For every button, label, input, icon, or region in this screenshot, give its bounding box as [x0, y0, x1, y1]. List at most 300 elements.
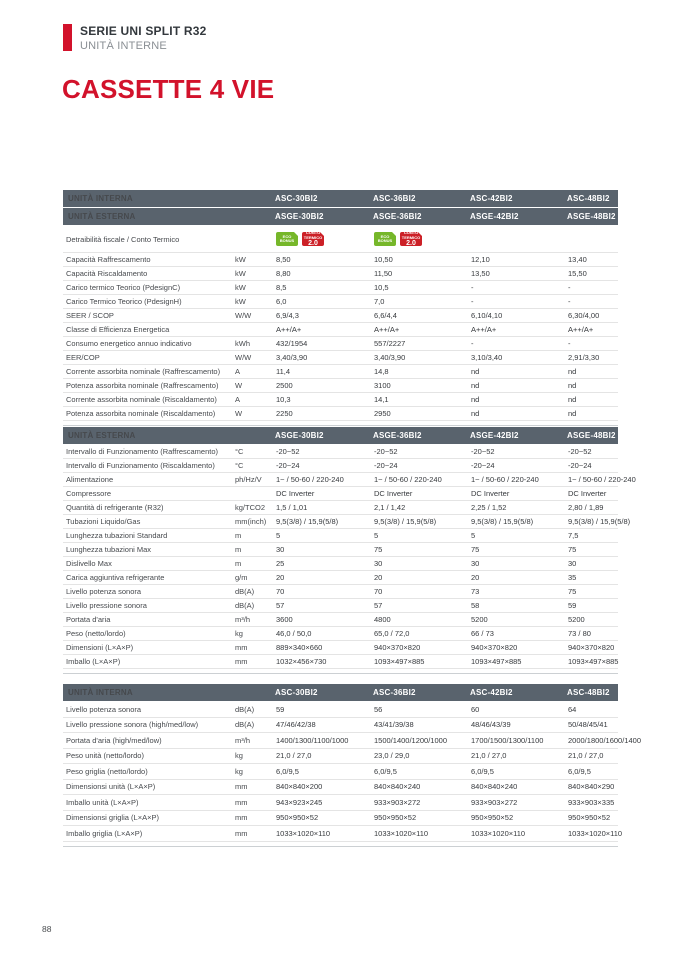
- spec-value: 57: [374, 601, 383, 610]
- spec-label: Corrente assorbita nominale (Raffrescamento): [66, 367, 221, 376]
- spec-label: Tubazioni Liquido/Gas: [66, 517, 141, 526]
- page-number: 88: [42, 924, 52, 934]
- eco-bonus-badge: ECO BONUS: [374, 232, 396, 246]
- spec-value: 933×903×272: [471, 797, 518, 807]
- spec-label: Livello pressione sonora (high/med/low): [66, 720, 199, 730]
- spec-value: -: [471, 297, 474, 306]
- spec-value: 7,0: [374, 297, 385, 306]
- spec-unit: kW: [235, 283, 246, 292]
- spec-value: 75: [568, 545, 577, 554]
- spec-value: 11,4: [276, 367, 291, 376]
- spec-value: nd: [568, 395, 577, 404]
- spec-value: 2000/1800/1600/1400: [568, 735, 641, 745]
- spec-label: Portata d'aria: [66, 615, 111, 624]
- spec-label: Carico termico Teorico (PdesignC): [66, 283, 181, 292]
- spec-row: [63, 543, 618, 557]
- spec-value: 940×370×820: [568, 643, 615, 652]
- spec-label: Capacità Riscaldamento: [66, 269, 148, 278]
- spec-value: 2,25 / 1,52: [471, 503, 507, 512]
- spec-unit: mm(inch): [235, 517, 267, 526]
- table-indoor-unit: [63, 684, 641, 847]
- spec-value: 5: [276, 531, 281, 540]
- spec-value: 9,5(3/8) / 15,9(5/8): [471, 517, 534, 526]
- spec-unit: m: [235, 531, 242, 540]
- spec-row: [63, 599, 618, 613]
- spec-value: nd: [568, 409, 577, 418]
- model-column-header: ASGE-36BI2: [373, 212, 422, 221]
- spec-row: [63, 627, 618, 641]
- spec-value: 5: [471, 531, 476, 540]
- spec-value: 35: [568, 573, 577, 582]
- model-column-header: ASC-42BI2: [470, 194, 513, 203]
- spec-unit: m³/h: [235, 735, 250, 745]
- spec-value: 13,50: [471, 269, 490, 278]
- spec-row: [63, 281, 618, 295]
- spec-row: [63, 613, 618, 627]
- spec-value: nd: [568, 367, 577, 376]
- spec-value: 70: [374, 587, 383, 596]
- spec-unit: W/W: [235, 311, 252, 320]
- spec-unit: dB(A): [235, 704, 255, 714]
- spec-row: [63, 487, 618, 501]
- spec-value: 13,40: [568, 255, 587, 264]
- spec-row: [63, 655, 618, 669]
- spec-value: 7,5: [568, 531, 579, 540]
- spec-value: 889×340×660: [276, 643, 323, 652]
- spec-unit: kg: [235, 766, 243, 776]
- spec-value: 950×950×52: [276, 813, 319, 823]
- spec-label: Imballo unità (L×A×P): [66, 797, 139, 807]
- spec-label: Dislivello Max: [66, 559, 112, 568]
- spec-label: Dimensioni (L×A×P): [66, 643, 134, 652]
- spec-label: Intervallo di Funzionamento (Raffrescamento): [66, 447, 219, 456]
- spec-value: 43/41/39/38: [374, 720, 414, 730]
- spec-unit: mm: [235, 828, 248, 838]
- spec-row: [63, 515, 631, 529]
- spec-unit: dB(A): [235, 601, 255, 610]
- conto-termico-label: CONTO: [403, 230, 419, 235]
- series-subkicker: UNITÀ INTERNE: [80, 40, 167, 52]
- spec-unit: W/W: [235, 353, 252, 362]
- spec-unit: kW: [235, 269, 246, 278]
- model-column-header: ASGE-48BI2: [567, 212, 616, 221]
- spec-row: [63, 780, 618, 796]
- spec-value: 30: [374, 559, 383, 568]
- spec-value: 30: [568, 559, 577, 568]
- spec-value: 2250: [276, 409, 293, 418]
- spec-row: [63, 529, 618, 543]
- spec-value: -20~52: [568, 447, 592, 456]
- spec-label: Peso unità (netto/lordo): [66, 751, 144, 761]
- conto-termico-badge: CONTO TERMICO 2.0: [401, 230, 421, 247]
- eco-bonus-label: ECO: [282, 233, 292, 239]
- table-outdoor-unit: [63, 427, 636, 674]
- spec-value: 75: [374, 545, 383, 554]
- spec-value: 1400/1300/1100/1000: [276, 735, 349, 745]
- spec-value: 940×370×820: [471, 643, 518, 652]
- spec-value: 840×840×290: [568, 782, 615, 792]
- spec-value: -: [471, 283, 474, 292]
- red-accent-bar: [63, 24, 72, 51]
- spec-value: 14,1: [374, 395, 389, 404]
- spec-value: 46,0 / 50,0: [276, 629, 312, 638]
- table-end-rule: [63, 425, 618, 426]
- spec-value: 73 / 80: [568, 629, 591, 638]
- spec-value: 1093×497×885: [568, 657, 619, 666]
- spec-label: Detraibilità fiscale / Conto Termico: [66, 234, 180, 244]
- spec-label: EER/COP: [66, 353, 100, 362]
- spec-value: -20~52: [276, 447, 300, 456]
- conto-termico-badge: CONTO TERMICO 2.0: [303, 230, 323, 247]
- spec-value: [275, 232, 373, 246]
- spec-value: 6,0/9,5: [471, 766, 494, 776]
- spec-unit: kW: [235, 297, 246, 306]
- spec-value: 2,80 / 1,89: [568, 503, 604, 512]
- spec-value: 2,91/3,30: [568, 353, 600, 362]
- spec-row: [63, 826, 623, 842]
- spec-value: 59: [568, 601, 577, 610]
- spec-value: 65,0 / 72,0: [374, 629, 410, 638]
- spec-value: 933×903×335: [568, 797, 615, 807]
- spec-label: Livello potenza sonora: [66, 704, 142, 714]
- spec-value: 20: [276, 573, 285, 582]
- spec-unit: mm: [235, 813, 248, 823]
- spec-value: nd: [471, 409, 480, 418]
- spec-value: 1~ / 50-60 / 220-240: [276, 475, 344, 484]
- spec-value: 8,50: [276, 255, 291, 264]
- spec-row: [63, 337, 618, 351]
- spec-unit: mm: [235, 797, 248, 807]
- spec-value: 933×903×272: [374, 797, 421, 807]
- spec-value: nd: [568, 381, 577, 390]
- spec-value: 5200: [471, 615, 488, 624]
- spec-value: 840×840×240: [471, 782, 518, 792]
- spec-label: Dimensionsi griglia (L×A×P): [66, 813, 159, 823]
- spec-row: [63, 351, 618, 365]
- spec-value: 2,1 / 1,42: [374, 503, 406, 512]
- spec-value: 950×950×52: [471, 813, 514, 823]
- spec-value: 23,0 / 29,0: [374, 751, 410, 761]
- spec-unit: A: [235, 395, 241, 404]
- model-column-header: ASC-30BI2: [275, 194, 318, 203]
- spec-value: 940×370×820: [374, 643, 421, 652]
- spec-unit: dB(A): [235, 587, 255, 596]
- spec-value: -20~24: [568, 461, 592, 470]
- spec-value: 1033×1020×110: [374, 828, 429, 838]
- spec-value: 70: [276, 587, 285, 596]
- spec-unit: m: [235, 545, 242, 554]
- model-column-header: ASGE-36BI2: [373, 431, 422, 440]
- spec-unit: kg: [235, 751, 243, 761]
- spec-value: 943×923×245: [276, 797, 323, 807]
- spec-value: 2950: [374, 409, 391, 418]
- table-header-row: [63, 190, 618, 207]
- spec-unit: mm: [235, 657, 248, 666]
- spec-label: Livello potenza sonora: [66, 587, 142, 596]
- spec-value: 57: [276, 601, 285, 610]
- spec-unit: m³/h: [235, 615, 250, 624]
- spec-row: [63, 764, 618, 780]
- spec-label: Quantità di refrigerante (R32): [66, 503, 164, 512]
- spec-value: 1032×456×730: [276, 657, 327, 666]
- model-column-header: ASC-36BI2: [373, 688, 416, 697]
- spec-value: 5200: [568, 615, 585, 624]
- spec-value: DC Inverter: [471, 489, 510, 498]
- conto-termico-label: CONTO: [305, 230, 321, 235]
- spec-value: [373, 232, 470, 246]
- spec-value: 3,10/3,40: [471, 353, 503, 362]
- spec-value: 950×950×52: [374, 813, 417, 823]
- spec-value: 1093×497×885: [374, 657, 425, 666]
- spec-value: 1~ / 50-60 / 220-240: [568, 475, 636, 484]
- spec-value: 21,0 / 27,0: [276, 751, 312, 761]
- spec-value: DC Inverter: [568, 489, 607, 498]
- spec-value: 10,3: [276, 395, 291, 404]
- spec-value: -20~24: [471, 461, 495, 470]
- spec-label: Potenza assorbita nominale (Riscaldamento): [66, 409, 216, 418]
- spec-row: [63, 571, 618, 585]
- spec-value: 6,0/9,5: [276, 766, 299, 776]
- certification-badges: [374, 232, 470, 246]
- spec-row: [63, 309, 618, 323]
- spec-label: Lunghezza tubazioni Standard: [66, 531, 168, 540]
- spec-row: [63, 323, 618, 337]
- spec-unit: ph/Hz/V: [235, 475, 262, 484]
- spec-value: 25: [276, 559, 285, 568]
- spec-value: 1033×1020×110: [568, 828, 623, 838]
- spec-unit: kg/TCO2: [235, 503, 266, 512]
- spec-unit: kg: [235, 629, 243, 638]
- model-column-header: ASGE-30BI2: [275, 431, 324, 440]
- spec-label: Imballo griglia (L×A×P): [66, 828, 143, 838]
- spec-value: 75: [471, 545, 480, 554]
- spec-value: 20: [374, 573, 383, 582]
- spec-label: Intervallo di Funzionamento (Riscaldamento): [66, 461, 215, 470]
- table-header-row: [63, 684, 618, 701]
- spec-row: [63, 365, 618, 379]
- spec-row: [63, 393, 618, 407]
- spec-unit: dB(A): [235, 720, 255, 730]
- model-column-header: ASGE-30BI2: [275, 212, 324, 221]
- spec-value: 15,50: [568, 269, 587, 278]
- spec-value: 64: [568, 704, 577, 714]
- table-end-rule: [63, 846, 618, 847]
- spec-row: [63, 459, 618, 473]
- model-column-header: ASGE-42BI2: [470, 431, 519, 440]
- spec-row: [63, 718, 618, 734]
- spec-value: 840×840×240: [374, 782, 421, 792]
- spec-label: Capacità Raffrescamento: [66, 255, 151, 264]
- spec-value: 48/46/43/39: [471, 720, 511, 730]
- spec-row: [63, 811, 618, 827]
- spec-value: 21,0 / 27,0: [568, 751, 604, 761]
- spec-value: -: [568, 339, 571, 348]
- series-header-text: [80, 24, 207, 52]
- table-header-title: UNITÀ INTERNA: [68, 688, 133, 697]
- model-column-header: ASGE-48BI2: [567, 431, 616, 440]
- spec-value: 6,30/4,00: [568, 311, 600, 320]
- model-column-header: ASGE-42BI2: [470, 212, 519, 221]
- eco-bonus-badge: ECO BONUS: [276, 232, 298, 246]
- spec-unit: m: [235, 559, 242, 568]
- spec-value: nd: [471, 395, 480, 404]
- spec-value: 8,5: [276, 283, 287, 292]
- table-header-title: UNITÀ ESTERNA: [68, 212, 136, 221]
- spec-row: [63, 795, 618, 811]
- spec-value: 1700/1500/1300/1100: [471, 735, 544, 745]
- spec-value: 1500/1400/1200/1000: [374, 735, 447, 745]
- spec-value: -: [568, 297, 571, 306]
- spec-value: 30: [471, 559, 480, 568]
- spec-value: DC Inverter: [276, 489, 315, 498]
- spec-label: Alimentazione: [66, 475, 114, 484]
- spec-row: [63, 749, 618, 765]
- spec-row: [63, 226, 618, 253]
- spec-value: A++/A+: [374, 325, 400, 334]
- spec-value: 3,40/3,90: [276, 353, 308, 362]
- table-header-title: UNITÀ ESTERNA: [68, 431, 136, 440]
- spec-label: Classe di Efficienza Energetica: [66, 325, 170, 334]
- eco-bonus-label: ECO: [380, 233, 390, 239]
- spec-value: 50/48/45/41: [568, 720, 608, 730]
- spec-value: 11,50: [374, 269, 393, 278]
- spec-value: 66 / 73: [471, 629, 494, 638]
- spec-value: nd: [471, 367, 480, 376]
- spec-value: -: [568, 283, 571, 292]
- spec-value: A++/A+: [568, 325, 594, 334]
- spec-value: 3,40/3,90: [374, 353, 406, 362]
- spec-unit: A: [235, 367, 241, 376]
- spec-value: 1033×1020×110: [276, 828, 331, 838]
- spec-value: 8,80: [276, 269, 291, 278]
- model-column-header: ASC-36BI2: [373, 194, 416, 203]
- spec-row: [63, 702, 618, 718]
- series-kicker: SERIE UNI SPLIT R32: [80, 24, 207, 38]
- spec-row: [63, 295, 618, 309]
- spec-row: [63, 585, 618, 599]
- spec-unit: mm: [235, 643, 248, 652]
- spec-label: Carico Termico Teorico (PdesignH): [66, 297, 182, 306]
- spec-value: 21,0 / 27,0: [471, 751, 507, 761]
- spec-unit: mm: [235, 782, 248, 792]
- spec-value: 1~ / 50-60 / 220-240: [374, 475, 442, 484]
- spec-value: -20~24: [276, 461, 300, 470]
- spec-label: Compressore: [66, 489, 112, 498]
- spec-label: Consumo energetico annuo indicativo: [66, 339, 192, 348]
- spec-value: DC Inverter: [374, 489, 413, 498]
- spec-value: 6,10/4,10: [471, 311, 503, 320]
- table-header-row: [63, 208, 618, 225]
- certification-badges: [276, 232, 373, 246]
- spec-unit: °C: [235, 447, 244, 456]
- spec-value: 12,10: [471, 255, 490, 264]
- model-column-header: ASC-42BI2: [470, 688, 513, 697]
- spec-value: 6,0/9,5: [374, 766, 397, 776]
- spec-label: Potenza assorbita nominale (Raffrescamento): [66, 381, 219, 390]
- spec-value: 20: [471, 573, 480, 582]
- spec-row: [63, 253, 618, 267]
- spec-value: 9,5(3/8) / 15,9(5/8): [276, 517, 339, 526]
- spec-value: 56: [374, 704, 383, 714]
- spec-unit: W: [235, 409, 243, 418]
- spec-value: 3600: [276, 615, 293, 624]
- spec-row: [63, 557, 618, 571]
- spec-value: 9,5(3/8) / 15,9(5/8): [374, 517, 437, 526]
- spec-value: -20~24: [374, 461, 398, 470]
- spec-value: 6,0/9,5: [568, 766, 591, 776]
- spec-row: [63, 407, 618, 421]
- spec-value: 3100: [374, 381, 391, 390]
- spec-value: 60: [471, 704, 480, 714]
- spec-value: 4800: [374, 615, 391, 624]
- spec-value: nd: [471, 381, 480, 390]
- model-column-header: ASC-30BI2: [275, 688, 318, 697]
- spec-label: Dimensionsi unità (L×A×P): [66, 782, 156, 792]
- spec-label: SEER / SCOP: [66, 311, 114, 320]
- spec-row: [63, 445, 618, 459]
- table-general-specs: [63, 190, 618, 426]
- spec-row: [63, 641, 618, 655]
- spec-label: Peso griglia (netto/lordo): [66, 766, 148, 776]
- spec-value: 950×950×52: [568, 813, 611, 823]
- table-header-title: UNITÀ INTERNA: [68, 194, 133, 203]
- model-column-header: ASC-48BI2: [567, 194, 610, 203]
- spec-row: [63, 473, 636, 487]
- spec-row: [63, 501, 618, 515]
- spec-value: 5: [374, 531, 379, 540]
- series-header: [63, 24, 207, 52]
- spec-unit: kW: [235, 255, 246, 264]
- spec-value: 2500: [276, 381, 293, 390]
- spec-row: [63, 733, 641, 749]
- spec-value: 432/1954: [276, 339, 308, 348]
- spec-value: 59: [276, 704, 285, 714]
- spec-value: 6,0: [276, 297, 287, 306]
- spec-value: 30: [276, 545, 285, 554]
- model-column-header: ASC-48BI2: [567, 688, 610, 697]
- spec-label: Portata d'aria (high/med/low): [66, 735, 162, 745]
- spec-value: 840×840×200: [276, 782, 323, 792]
- spec-value: 58: [471, 601, 480, 610]
- spec-value: 1093×497×885: [471, 657, 522, 666]
- spec-label: Livello pressione sonora: [66, 601, 147, 610]
- spec-value: -20~52: [374, 447, 398, 456]
- spec-value: -: [471, 339, 474, 348]
- spec-value: 6,6/4,4: [374, 311, 397, 320]
- spec-label: Lunghezza tubazioni Max: [66, 545, 152, 554]
- spec-row: [63, 267, 618, 281]
- spec-value: A++/A+: [276, 325, 302, 334]
- spec-value: 10,5: [374, 283, 389, 292]
- spec-unit: °C: [235, 461, 244, 470]
- spec-value: 1~ / 50-60 / 220-240: [471, 475, 539, 484]
- spec-value: -20~52: [471, 447, 495, 456]
- spec-unit: W: [235, 381, 243, 390]
- spec-value: 47/46/42/38: [276, 720, 316, 730]
- spec-value: 6,9/4,3: [276, 311, 299, 320]
- spec-label: Peso (netto/lordo): [66, 629, 126, 638]
- spec-value: 1,5 / 1,01: [276, 503, 308, 512]
- spec-label: Corrente assorbita nominale (Riscaldamento): [66, 395, 217, 404]
- spec-value: 73: [471, 587, 480, 596]
- spec-value: 75: [568, 587, 577, 596]
- spec-unit: g/m: [235, 573, 248, 582]
- spec-value: 9,5(3/8) / 15,9(5/8): [568, 517, 631, 526]
- spec-unit: kWh: [235, 339, 250, 348]
- spec-value: 1033×1020×110: [471, 828, 526, 838]
- table-end-rule: [63, 673, 618, 674]
- spec-label: Imballo (L×A×P): [66, 657, 121, 666]
